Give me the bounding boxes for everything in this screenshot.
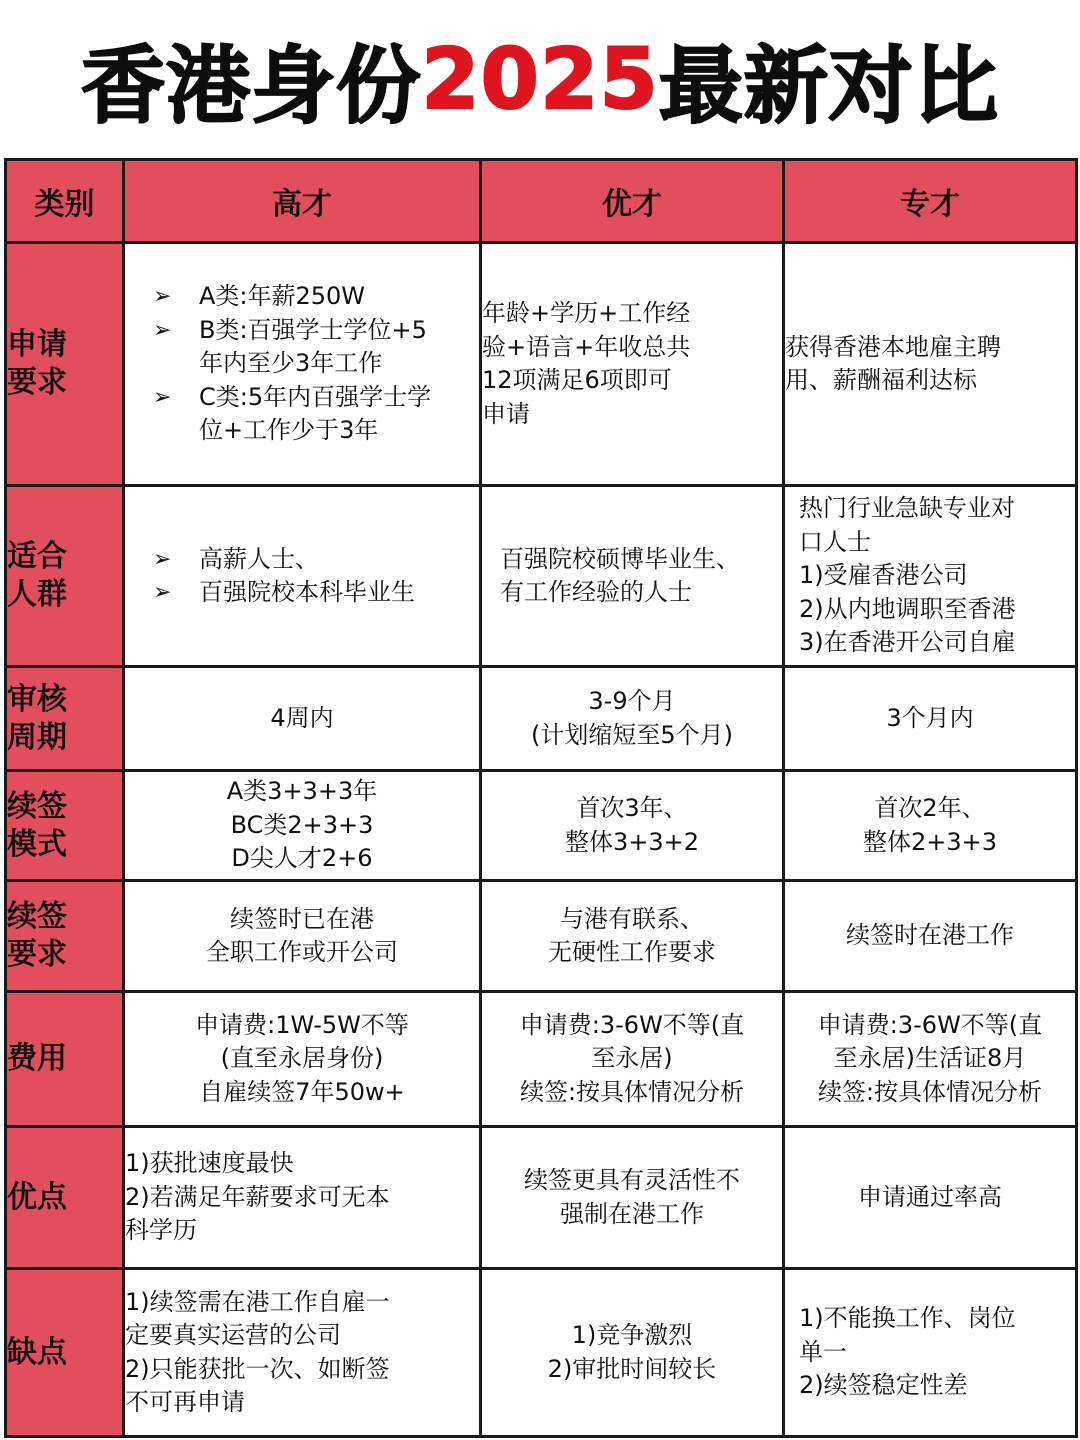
row-label bbox=[6, 881, 124, 992]
cell-text-line: 续签 bbox=[7, 899, 67, 934]
cell-text-line: 申请费:3-6W不等(直 bbox=[519, 1010, 745, 1039]
table-row bbox=[6, 1127, 1077, 1269]
cell-text-line: 定要真实运营的公司 bbox=[125, 1321, 341, 1349]
header-youcai: 优才 bbox=[481, 160, 784, 243]
comparison-table bbox=[4, 158, 1078, 1438]
row-label bbox=[6, 992, 124, 1127]
cell-text-line: 2)从内地调职至香港 bbox=[799, 594, 1016, 623]
cell-youcai bbox=[481, 771, 784, 881]
row-label bbox=[6, 1127, 124, 1269]
cell-text-line: 3-9个月 bbox=[588, 687, 676, 715]
cell-text-line: 单一 bbox=[799, 1337, 847, 1366]
cell-text-line: 申请费:3-6W不等(直 bbox=[817, 1010, 1043, 1039]
header-zhuancai: 专才 bbox=[784, 160, 1077, 243]
cell-text-line: (直至永居身份) bbox=[220, 1044, 384, 1073]
list-item bbox=[149, 381, 479, 448]
table-row bbox=[6, 243, 1077, 486]
cell-zhuancai bbox=[784, 1127, 1077, 1269]
cell-text-line: 年龄+学历+工作经 bbox=[482, 299, 691, 327]
cell-text-line: 年内至少3年工作 bbox=[199, 349, 383, 378]
cell-text-line: 科学历 bbox=[125, 1216, 197, 1245]
table-row bbox=[6, 486, 1077, 667]
cell-text-line: 优点 bbox=[7, 1179, 67, 1215]
cell-text-line: 不可再申请 bbox=[125, 1388, 245, 1416]
row-label bbox=[6, 486, 124, 667]
cell-text-line: 首次3年、 bbox=[576, 794, 688, 822]
cell-text-line: 全职工作或开公司 bbox=[206, 938, 398, 966]
cell-text-line: 缺点 bbox=[7, 1334, 67, 1370]
table-row bbox=[6, 1269, 1077, 1437]
cell-youcai bbox=[481, 667, 784, 771]
cell-text-line: 1)获批速度最快 bbox=[125, 1149, 294, 1178]
cell-text-line: 整体3+3+2 bbox=[564, 827, 700, 856]
cell-text-line: 百强院校硕博毕业生、 bbox=[500, 544, 740, 573]
cell-text-line: 强制在港工作 bbox=[560, 1199, 704, 1228]
cell-text-line: 2)审批时间较长 bbox=[547, 1354, 717, 1383]
title-part-1: 香港身份 bbox=[81, 36, 422, 135]
table-row bbox=[6, 667, 1077, 771]
cell-gaocai bbox=[124, 1127, 481, 1269]
cell-text-line: 续签时已在港 bbox=[230, 904, 374, 933]
cell-text-line: (计划缩短至5个月) bbox=[531, 720, 733, 749]
cell-text-line: 续签时在港工作 bbox=[846, 921, 1014, 950]
title-part-3: 最新对比 bbox=[658, 36, 999, 135]
cell-zhuancai bbox=[784, 881, 1077, 992]
table-row bbox=[6, 771, 1077, 881]
cell-text-line: B类:百强学士学位+5 bbox=[199, 315, 427, 344]
cell-text-line: A类3+3+3年 bbox=[226, 777, 378, 806]
arrow-bullet-icon: ➢ bbox=[153, 317, 172, 343]
cell-text-line: 2)只能获批一次、如断签 bbox=[125, 1354, 390, 1383]
cell-gaocai bbox=[124, 881, 481, 992]
cell-text-line: 首次2年、 bbox=[874, 794, 986, 822]
cell-text-line: 至永居)生活证8月 bbox=[833, 1044, 1027, 1073]
cell-text-line: 百强院校本科毕业生 bbox=[199, 578, 415, 606]
header-category: 类别 bbox=[6, 160, 124, 243]
arrow-bullet-icon: ➢ bbox=[153, 384, 172, 410]
arrow-bullet-icon: ➢ bbox=[153, 284, 172, 310]
arrow-bullet-icon: ➢ bbox=[153, 580, 172, 605]
cell-text-line: 要求 bbox=[7, 365, 67, 400]
table-header-row bbox=[6, 160, 1077, 243]
row-label bbox=[6, 1269, 124, 1437]
table-row bbox=[6, 881, 1077, 992]
cell-text-line: 至永居) bbox=[591, 1044, 673, 1073]
cell-text-line: 周期 bbox=[7, 719, 67, 755]
cell-text-line: 3个月内 bbox=[886, 703, 974, 732]
cell-text-line: A类:年薪250W bbox=[199, 282, 366, 311]
page-title bbox=[0, 0, 1080, 158]
list-item bbox=[149, 280, 479, 314]
cell-text-line: 口人士 bbox=[799, 527, 871, 556]
cell-zhuancai bbox=[784, 486, 1077, 667]
cell-text-line: 续签更具有灵活性不 bbox=[524, 1166, 740, 1194]
cell-youcai bbox=[481, 1269, 784, 1437]
cell-youcai bbox=[481, 992, 784, 1127]
cell-text-line: 2)续签稳定性差 bbox=[799, 1371, 968, 1400]
cell-zhuancai bbox=[784, 992, 1077, 1127]
cell-zhuancai bbox=[784, 667, 1077, 771]
header-gaocai: 高才 bbox=[124, 160, 481, 243]
list-item bbox=[149, 576, 479, 610]
cell-gaocai bbox=[124, 992, 481, 1127]
cell-text-line: C类:5年内百强学士学 bbox=[199, 382, 432, 411]
cell-zhuancai bbox=[784, 1269, 1077, 1437]
cell-text-line: 3)在香港开公司自雇 bbox=[799, 628, 1016, 657]
cell-text-line: 续签 bbox=[7, 788, 67, 824]
cell-text-line: 1)受雇香港公司 bbox=[799, 561, 968, 590]
row-label bbox=[6, 243, 124, 486]
cell-gaocai bbox=[124, 1269, 481, 1437]
cell-gaocai bbox=[124, 486, 481, 667]
cell-gaocai bbox=[124, 667, 481, 771]
cell-text-line: 1)续签需在港工作自雇一 bbox=[125, 1287, 390, 1316]
table-row bbox=[6, 992, 1077, 1127]
cell-text-line: 有工作经验的人士 bbox=[500, 578, 692, 606]
cell-youcai bbox=[481, 1127, 784, 1269]
cell-text-line: 获得香港本地雇主聘 bbox=[785, 332, 1001, 361]
cell-text-line: D尖人才2+6 bbox=[231, 844, 373, 873]
row-label bbox=[6, 771, 124, 881]
list-item bbox=[149, 314, 479, 381]
cell-text-line: 要求 bbox=[7, 937, 67, 972]
cell-youcai bbox=[481, 243, 784, 486]
cell-youcai bbox=[481, 486, 784, 667]
cell-text-line: 4周内 bbox=[270, 703, 334, 732]
cell-text-line: 与港有联系、 bbox=[560, 904, 704, 933]
cell-text-line: 热门行业急缺专业对 bbox=[799, 494, 1015, 523]
cell-text-line: 12项满足6项即可 bbox=[482, 366, 672, 394]
cell-text-line: 人群 bbox=[7, 577, 67, 612]
cell-zhuancai bbox=[784, 771, 1077, 881]
title-year: 2025 bbox=[421, 30, 659, 128]
cell-text-line: 适合 bbox=[7, 539, 67, 574]
cell-text-line: 续签:按具体情况分析 bbox=[817, 1077, 1043, 1106]
cell-text-line: 申请 bbox=[482, 399, 530, 428]
cell-text-line: 1)不能换工作、岗位 bbox=[799, 1304, 1016, 1333]
cell-text-line: 2)若满足年薪要求可无本 bbox=[125, 1182, 390, 1211]
cell-text-line: 用、薪酬福利达标 bbox=[785, 366, 977, 394]
cell-text-line: 无硬性工作要求 bbox=[548, 938, 716, 966]
cell-text-line: 1)竞争激烈 bbox=[571, 1321, 693, 1349]
cell-text-line: 续签:按具体情况分析 bbox=[519, 1077, 745, 1106]
cell-text-line: 审核 bbox=[7, 681, 67, 717]
cell-youcai bbox=[481, 881, 784, 992]
cell-text-line: 自雇续签7年50w+ bbox=[199, 1077, 405, 1106]
cell-text-line: 申请通过率高 bbox=[858, 1182, 1002, 1211]
cell-zhuancai bbox=[784, 243, 1077, 486]
cell-text-line: 验+语言+年收总共 bbox=[482, 332, 691, 361]
cell-text-line: 申请 bbox=[7, 327, 67, 362]
cell-text-line: 整体2+3+3 bbox=[862, 827, 998, 856]
cell-text-line: BC类2+3+3 bbox=[230, 810, 374, 839]
cell-text-line: 费用 bbox=[7, 1041, 67, 1076]
cell-text-line: 高薪人士、 bbox=[199, 544, 319, 573]
cell-gaocai bbox=[124, 771, 481, 881]
cell-gaocai bbox=[124, 243, 481, 486]
list-item bbox=[149, 543, 479, 577]
row-label bbox=[6, 667, 124, 771]
cell-text-line: 申请费:1W-5W不等 bbox=[195, 1010, 409, 1039]
cell-text-line: 位+工作少于3年 bbox=[199, 416, 379, 445]
cell-text-line: 模式 bbox=[7, 826, 67, 862]
arrow-bullet-icon: ➢ bbox=[153, 546, 172, 572]
